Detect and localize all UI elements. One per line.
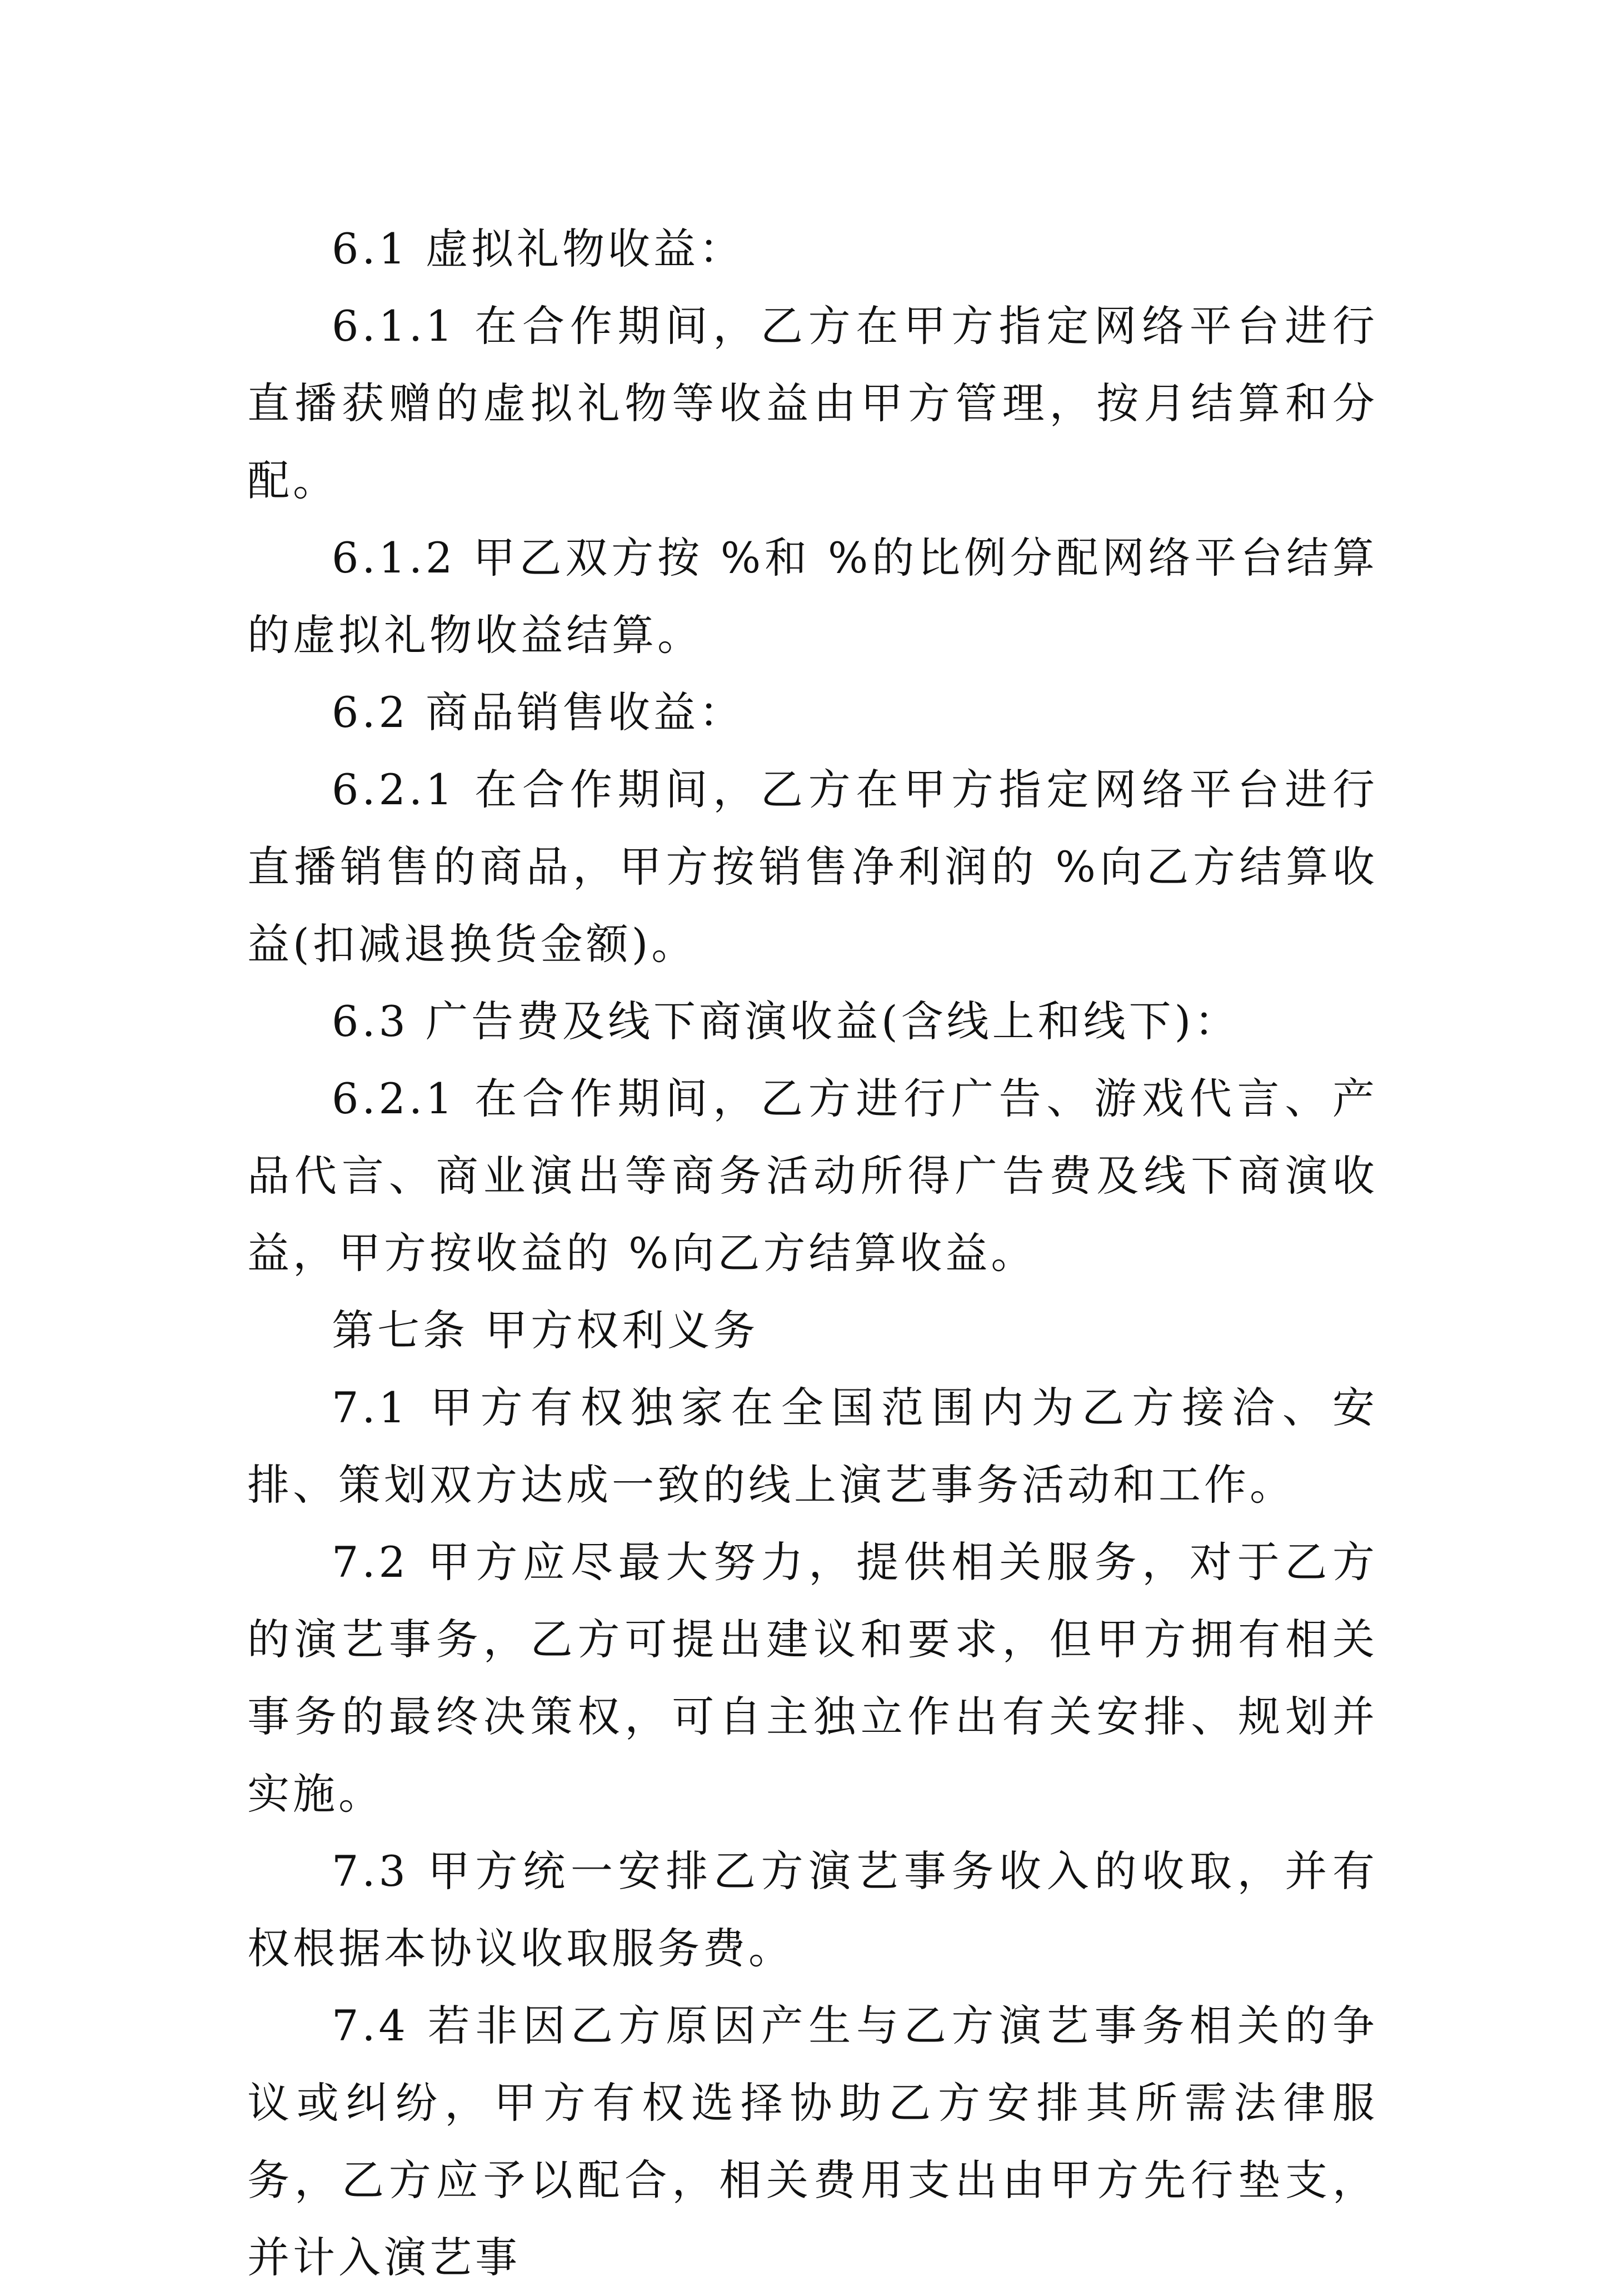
section-heading-6-1: 6.1 虚拟礼物收益： bbox=[332, 224, 745, 273]
clause-6-1-2: 6.1.2 甲乙双方按 %和 %的比例分配网络平台结算的虚拟礼物收益结算。 bbox=[247, 533, 1378, 660]
clause-6-2-1: 6.2.1 在合作期间，乙方在甲方指定网络平台进行直播销售的商品，甲方按销售净利润的 %向乙方结算收益(扣减退换货金额)。 bbox=[247, 765, 1378, 969]
clause-7-3: 7.3 甲方统一安排乙方演艺事务收入的收取，并有权根据本协议收取服务费。 bbox=[247, 1846, 1378, 1973]
document-body bbox=[247, 210, 1378, 2296]
clause-7-2: 7.2 甲方应尽最大努力，提供相关服务，对于乙方的演艺事务，乙方可提出建议和要求，但甲方拥有相关事务的最终决策权，可自主独立作出有关安排、规划并实施。 bbox=[247, 1537, 1378, 1819]
clause-6-3-1: 6.2.1 在合作期间，乙方进行广告、游戏代言、产品代言、商业演出等商务活动所得广告费及线下商演收益，甲方按收益的 %向乙方结算收益。 bbox=[247, 1074, 1378, 1278]
section-heading-6-3: 6.3 广告费及线下商演收益(含线上和线下)： bbox=[332, 997, 1240, 1046]
section-heading-6-2: 6.2 商品销售收益： bbox=[332, 688, 745, 737]
article-heading-7: 第七条 甲方权利义务 bbox=[332, 1306, 759, 1355]
clause-6-1-1: 6.1.1 在合作期间，乙方在甲方指定网络平台进行直播获赠的虚拟礼物等收益由甲方管理，按月结算和分配。 bbox=[247, 301, 1378, 505]
clause-7-4: 7.4 若非因乙方原因产生与乙方演艺事务相关的争议或纠纷，甲方有权选择协助乙方安排其所需法律服务，乙方应予以配合，相关费用支出由甲方先行垫支，并计入演艺事 bbox=[247, 2001, 1378, 2282]
clause-7-1: 7.1 甲方有权独家在全国范围内为乙方接洽、安排、策划双方达成一致的线上演艺事务活动和工作。 bbox=[247, 1383, 1378, 1510]
